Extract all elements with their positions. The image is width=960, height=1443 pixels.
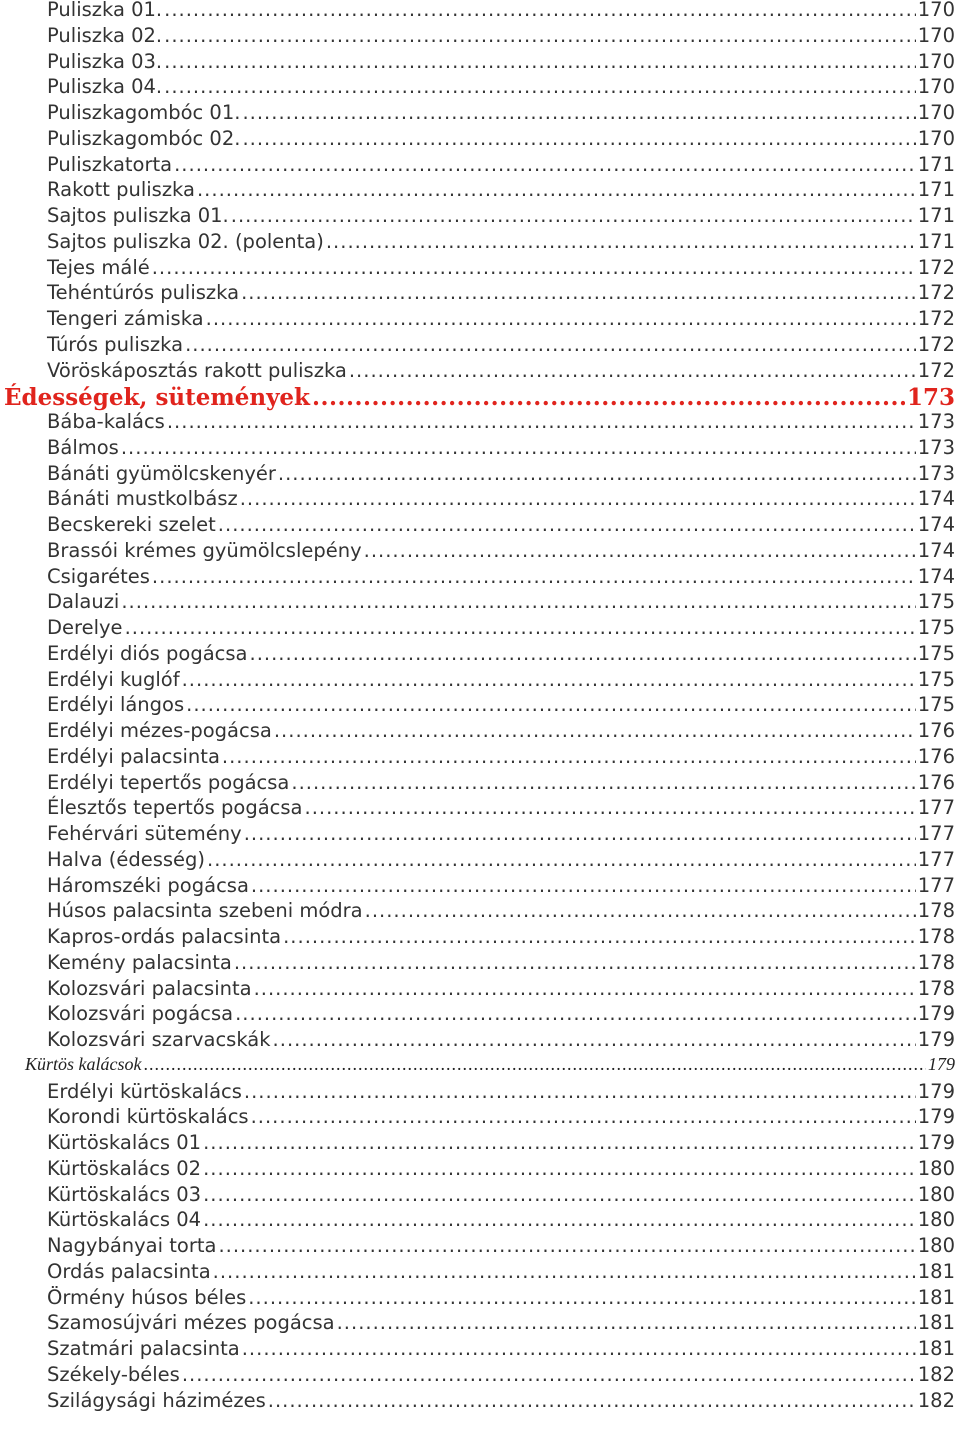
toc-entry-title: Kemény palacsinta [47,950,232,974]
toc-entry-title: Húsos palacsinta szebeni módra [47,899,363,923]
toc-entry-title: Szilágysági házimézes [47,1388,266,1412]
toc-leader-dots [185,333,916,356]
toc-entry[interactable] [47,0,955,24]
toc-leader-dots [164,75,916,98]
toc-entry-title: Örmény húsos béles [47,1285,247,1309]
toc-page-number: 176 [917,744,955,768]
toc-leader-dots [203,1157,916,1180]
toc-leader-dots [235,1002,916,1025]
toc-leader-dots [305,796,916,819]
toc-entry[interactable] [47,848,955,874]
toc-leader-dots [365,899,916,922]
toc-entry-title: Szamosújvári mézes pogácsa [47,1311,335,1335]
toc-entry[interactable] [47,616,955,642]
toc-page-number: 180 [917,1208,955,1232]
toc-leader-dots [244,822,916,845]
toc-leader-dots [244,1080,916,1103]
toc-leader-dots [164,24,916,47]
toc-entry[interactable] [47,1131,955,1157]
toc-entry-title: Erdélyi mézes-pogácsa [47,719,272,742]
toc-page-number: 176 [917,770,955,794]
toc-entry-title: Erdélyi tepertős pogácsa [47,770,290,794]
toc-entry-title: Sajtos puliszka 02. (polenta) [47,229,324,253]
toc-entry-title: Sajtos puliszka 01. [47,204,229,227]
toc-page-number: 171 [917,152,955,176]
toc-entry-title: Erdélyi diós pogácsa [47,641,248,665]
toc-leader-dots [167,410,916,433]
toc-entry[interactable] [47,565,955,591]
toc-entry[interactable] [47,1028,955,1054]
toc-entry-title: Halva (édesség) [47,847,205,871]
toc-page-number: 175 [917,616,955,639]
toc-entry[interactable] [47,462,955,488]
toc-page-number: 170 [917,23,955,47]
toc-page-number: 172 [917,332,955,356]
toc-page-number: 179 [917,1079,955,1103]
toc-leader-dots [218,1234,915,1257]
toc-leader-dots [203,1183,916,1206]
toc-entry[interactable] [47,281,955,307]
toc-entry[interactable] [47,977,955,1003]
toc-entry[interactable] [47,693,955,719]
toc-entry[interactable] [47,1157,955,1183]
toc-entry-title: Brassói krémes gyümölcslepény [47,538,362,562]
toc-entry-title: Székely-béles [47,1362,180,1386]
toc-entry[interactable] [47,590,955,616]
toc-page-number: 170 [917,75,955,99]
toc-entry[interactable] [47,1260,955,1286]
toc-page-number: 173 [917,435,955,459]
toc-leader-dots [174,153,916,176]
toc-entry-title: Élesztős tepertős pogácsa [47,796,303,820]
toc-entry-title: Fehérvári sütemény [47,822,242,845]
toc-entry-title: Kolozsvári szarvacskák [47,1028,271,1051]
toc-entry-title: Puliszkagombóc 01. [47,101,241,124]
toc-entry-title: Korondi kürtöskalács [47,1105,249,1129]
toc-page-number: 174 [917,513,955,536]
toc-page-number: 170 [917,0,955,21]
toc-page-number: 177 [917,796,955,820]
toc-leader-dots [197,178,916,201]
toc-leader-dots [213,1260,916,1283]
toc-page-number: 172 [917,307,955,330]
toc-entry-title: Bánáti mustkolbász [47,487,238,511]
toc-entry-title: Édességek, sütemények [4,384,310,412]
toc-page-number: 181 [917,1337,955,1360]
toc-entry[interactable] [47,359,955,385]
toc-page-number: 181 [917,1311,955,1335]
toc-page-number: 176 [917,719,955,742]
toc-leader-dots [273,1028,916,1051]
toc-entry[interactable] [47,745,955,771]
toc-entry-title: Erdélyi lángos [47,693,185,717]
toc-entry[interactable] [47,874,955,900]
toc-page-number: 172 [917,358,955,382]
toc-leader-dots [278,462,916,485]
toc-subsection-heading[interactable] [25,1054,955,1080]
toc-leader-dots [312,384,905,411]
toc-entry-title: Becskereki szelet [47,513,216,536]
toc-entry-title: Kürtöskalács 01 [47,1131,202,1154]
toc-leader-dots [207,848,916,871]
toc-leader-dots [164,50,916,73]
toc-entry-title: Szatmári palacsinta [47,1337,240,1360]
toc-page-number: 172 [917,281,955,305]
toc-leader-dots [274,719,916,742]
toc-leader-dots [291,771,915,794]
toc-page-number: 179 [917,1105,955,1129]
toc-entry[interactable] [47,951,955,977]
toc-leader-dots [283,925,916,948]
toc-entry-title: Puliszka 03. [47,49,163,73]
toc-leader-dots [242,1337,916,1360]
toc-page-number: 175 [917,667,955,691]
toc-entry-title: Puliszka 02. [47,23,163,47]
toc-page-number: 179 [917,1028,955,1051]
toc-entry[interactable] [47,204,955,230]
toc-entry[interactable] [47,822,955,848]
toc-leader-dots [364,539,916,562]
toc-leader-dots [337,1311,916,1334]
toc-entry[interactable] [47,50,955,76]
toc-entry[interactable] [47,436,955,462]
toc-leader-dots [242,127,915,150]
toc-entry-title: Erdélyi palacsinta [47,744,220,768]
toc-page-number: 175 [917,693,955,717]
toc-entry-title: Kolozsvári palacsinta [47,976,252,1000]
toc-entry[interactable] [47,925,955,951]
toc-entry[interactable] [47,719,955,745]
toc-entry-title: Túrós puliszka [47,332,184,356]
toc-page-number: 171 [917,204,955,227]
toc-leader-dots [125,616,916,639]
toc-page-number: 178 [917,950,955,974]
toc-page-number: 170 [917,49,955,73]
toc-page-number: 173 [906,384,955,412]
toc-entry[interactable] [47,487,955,513]
toc-entry[interactable] [47,771,955,797]
toc-entry-title: Kapros-ordás palacsinta [47,925,282,948]
toc-leader-dots [268,1389,916,1412]
toc-entry[interactable] [47,796,955,822]
toc-entry-title: Kürtöskalács 03 [47,1182,202,1206]
toc-entry[interactable] [47,256,955,282]
toc-page-number: 177 [917,822,955,845]
toc-entry[interactable] [47,410,955,436]
toc-leader-dots [231,204,916,227]
toc-leader-dots [240,487,916,510]
toc-entry-title: Bálmos [47,435,119,459]
toc-leader-dots [152,565,916,588]
toc-page-number: 180 [917,1156,955,1180]
toc-page-number: 174 [917,564,955,588]
toc-page-number: 174 [917,487,955,511]
toc-entry[interactable] [47,127,955,153]
toc-leader-dots [152,256,916,279]
toc-leader-dots [182,1363,916,1386]
toc-leader-dots [250,642,916,665]
toc-page-number: 178 [917,976,955,1000]
toc-page-number: 177 [917,873,955,897]
toc-page-number: 171 [917,178,955,202]
toc-page-number: 179 [917,1002,955,1026]
toc-section-heading[interactable] [4,384,955,410]
toc-page-number: 170 [917,126,955,150]
toc-entry[interactable] [47,307,955,333]
toc-page-number: 171 [917,229,955,253]
toc-entry-title: Erdélyi kürtöskalács [47,1079,242,1103]
toc-leader-dots [234,951,916,974]
toc-entry[interactable] [47,1183,955,1209]
toc-entry[interactable] [47,101,955,127]
toc-page-number: 178 [917,899,955,923]
toc-entry[interactable] [47,668,955,694]
toc-entry[interactable] [47,24,955,50]
toc-leader-dots [241,281,916,304]
toc-leader-dots [203,1131,916,1154]
toc-page-number: 181 [917,1285,955,1309]
toc-entry[interactable] [47,1363,955,1389]
toc-page-number: 178 [917,925,955,948]
toc-leader-dots [144,1054,927,1075]
toc-entry-title: Csigarétes [47,564,150,588]
toc-entry-title: Bába-kalács [47,410,165,433]
toc-page-number: 173 [917,461,955,485]
toc-entry[interactable] [47,1208,955,1234]
toc-page-number: 177 [917,847,955,871]
toc-entry-title: Puliszkatorta [47,152,173,176]
toc-page-number: 179 [917,1131,955,1154]
toc-page-number: 174 [917,538,955,562]
toc-entry-title: Kürtöskalács 02 [47,1156,202,1180]
toc-entry[interactable] [47,1234,955,1260]
toc-entry[interactable] [47,642,955,668]
toc-entry[interactable] [47,75,955,101]
toc-entry[interactable] [47,230,955,256]
toc-entry[interactable] [47,1080,955,1106]
toc-page-number: 182 [917,1388,955,1412]
toc-entry-title: Kürtöskalács 04 [47,1208,202,1232]
toc-leader-dots [186,693,916,716]
toc-entry-title: Kürtös kalácsok [25,1053,142,1074]
toc-page-number: 179 [928,1053,955,1074]
toc-leader-dots [206,307,916,330]
toc-entry-title: Tejes málé [47,255,150,279]
toc-entry-title: Erdélyi kuglóf [47,667,180,691]
toc-leader-dots [218,513,916,536]
toc-page-number: 175 [917,641,955,665]
toc-leader-dots [222,745,916,768]
toc-entry-title: Dalauzi [47,590,120,614]
toc-entry-title: Nagybányai torta [47,1234,217,1257]
toc-leader-dots [251,1105,916,1128]
toc-page-number: 180 [917,1234,955,1257]
toc-leader-dots [242,101,915,124]
toc-entry[interactable] [47,178,955,204]
toc-entry-title: Derelye [47,616,123,639]
toc-entry-title: Vöröskáposztás rakott puliszka [47,358,347,382]
toc-entry-title: Tengeri zámiska [47,307,204,330]
toc-entry[interactable] [47,1002,955,1028]
toc-entry-title: Kolozsvári pogácsa [47,1002,234,1026]
toc-entry-title: Tehéntúrós puliszka [47,281,240,305]
toc-entry[interactable] [47,513,955,539]
toc-entry[interactable] [47,1337,955,1363]
toc-leader-dots [182,668,916,691]
toc-page-number: 182 [917,1362,955,1386]
toc-leader-dots [121,590,915,613]
toc-leader-dots [121,436,916,459]
toc-entry-title: Háromszéki pogácsa [47,873,249,897]
toc-entry[interactable] [47,1105,955,1131]
toc-entry-title: Bánáti gyümölcskenyér [47,461,276,485]
toc-page-number: 172 [917,255,955,279]
toc-page-number: 180 [917,1182,955,1206]
toc-entry[interactable] [47,1311,955,1337]
toc-entry[interactable] [47,539,955,565]
toc-leader-dots [164,0,916,21]
toc-page-number: 181 [917,1259,955,1283]
toc-entry-title: Ordás palacsinta [47,1259,211,1283]
toc-entry[interactable] [47,899,955,925]
toc-entry[interactable] [47,1389,955,1415]
toc-page-number: 175 [917,590,955,614]
toc-entry-title: Puliszka 01. [47,0,163,21]
toc-entry-title: Puliszkagombóc 02. [47,126,241,150]
toc-leader-dots [349,359,916,382]
toc-entry[interactable] [47,1286,955,1312]
toc-leader-dots [251,874,916,897]
toc-page-number: 170 [917,101,955,124]
toc-entry[interactable] [47,333,955,359]
toc-leader-dots [254,977,916,1000]
toc-entry[interactable] [47,153,955,179]
toc-page-number: 173 [917,410,955,433]
toc-leader-dots [203,1208,916,1231]
toc-entry-title: Puliszka 04. [47,75,163,99]
toc-leader-dots [326,230,916,253]
toc-entry-title: Rakott puliszka [47,178,195,202]
toc-leader-dots [248,1286,916,1309]
